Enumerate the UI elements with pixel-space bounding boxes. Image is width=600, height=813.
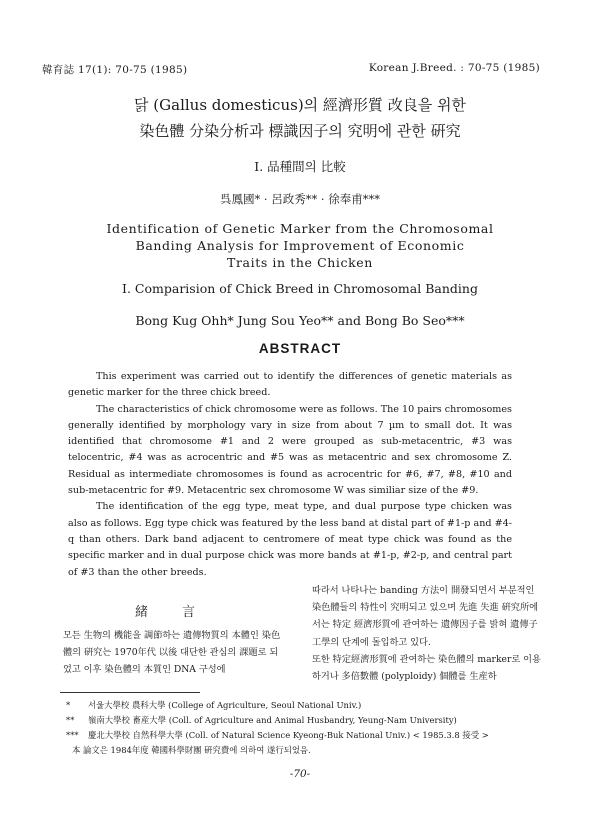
right-column-paragraph-2: 또한 特定經濟形質에 관여하는 染色體의 marker로 이용하거나 多倍數體 (polyploidy) 個體를 生産하 — [312, 653, 541, 683]
footnote-2-mark: ** — [66, 715, 75, 725]
title-ko-line-1: 닭 (Gallus domesticus)의 經濟形質 改良을 위한 — [134, 96, 466, 114]
footnote-3-mark: *** — [66, 730, 79, 740]
authors-ko: 呉鳳國* · 呂政秀** · 徐奉甫*** — [220, 192, 380, 206]
footnote-1-text: 서울大學校 農科大學 (College of Agriculture, Seoul National Univ.) — [88, 700, 362, 710]
abstract-body — [68, 369, 512, 581]
footnote-2-text: 嶺南大學校 畜産大學 (Coll. of Agriculture and Animal Husbandry, Yeung-Nam University) — [88, 715, 457, 725]
footnote-3-text: 慶北大學校 自然科學大學 (Coll. of Natural Science Kyeong-Buk National Univ.) < 1985.3.8 接受 > — [88, 730, 489, 740]
footnote-2 — [66, 713, 457, 729]
footnote-1 — [66, 698, 361, 714]
section-heading-introduction: 緒言 — [135, 605, 230, 620]
journal-citation-ko: 韓育誌 17(1): 70-75 (1985) — [42, 64, 188, 76]
subtitle-en: I. Comparision of Chick Breed in Chromosomal Banding — [122, 281, 478, 296]
abstract-paragraph-2: The characteristics of chick chromosome were as follows. The 10 pairs chromosomes generally identified by morphology vary in size from about 7 µm to small dot. It was identified that chromosome #1 and 2 were grouped as sub-metacentric, #3 was telocentric, #4 was as acrocentric and #5 was as metacentric and sex chromosome Z. Residual as intermediate chromosomes is found as acrocentric for #6, #7, #8, #10 and sub-metacentric for #9. Metacentric sex chromosome W was similiar size of the #9. — [68, 403, 512, 497]
authors-en: Bong Kug Ohh* Jung Sou Yeo** and Bong Bo Seo*** — [135, 313, 465, 328]
funding-note: 本 論文은 1984年度 韓國科學財團 硏究費에 의하여 遂行되었음. — [72, 745, 311, 755]
title-en-line-3: Traits in the Chicken — [227, 255, 373, 270]
journal-citation-en: Korean J.Breed. : 70-75 (1985) — [368, 62, 540, 74]
abstract-heading: ABSTRACT — [258, 341, 342, 356]
title-en-line-1: Identification of Genetic Marker from the Chromosomal — [106, 221, 494, 236]
page-number: -70- — [289, 768, 311, 780]
abstract-paragraph-3: The identification of the egg type, meat type, and dual purpose type chicken was also as follows. Egg type chick was featured by the less band at distal part of #1-p and #4-q than others. Dark band adjacent to centromere of meat type chick was found as the specific marker and in dual purpose chick was more bands at #1-p, #2-p, and central part of #3 than the other breeds. — [68, 501, 512, 578]
title-ko-line-2: 染色體 分染分析과 標識因子의 究明에 관한 硏究 — [139, 122, 461, 140]
abstract-paragraph-1: This experiment was carried out to identify the differences of genetic materials as genetic marker for the three chick breed. — [68, 371, 512, 399]
right-column-text — [312, 582, 544, 685]
footnote-divider — [60, 692, 200, 693]
footnote-3 — [66, 728, 489, 744]
footnote-1-mark: * — [66, 700, 71, 710]
right-column-paragraph-1: 따라서 나타나는 banding 方法이 開發되면서 부분적인 染色體들의 特性이 究明되고 있으며 先進 失進 硏究所에서는 特定 經濟形質에 관여하는 遺傳因子를 밝혀 遺傳子 工學의 단계에 돌입하고 있다. — [312, 585, 539, 648]
left-column-text: 모든 生物의 機能을 調節하는 遺傳物質의 本體인 染色體의 硏究는 1970年代 以後 대단한 관심의 課題로 되었고 이후 染色體의 本質인 DNA 구성에 — [63, 630, 281, 676]
subtitle-ko: I. 品種間의 比較 — [254, 159, 346, 174]
title-en-line-2: Banding Analysis for Improvement of Economic — [135, 238, 465, 253]
